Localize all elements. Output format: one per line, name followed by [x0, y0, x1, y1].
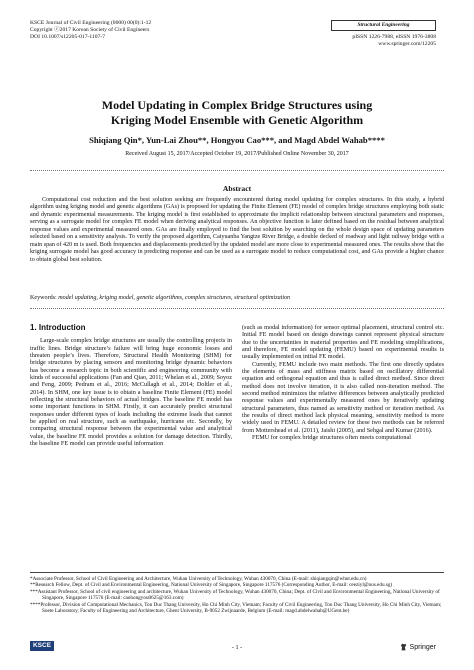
footnote-2: **Research Fellow, Dept. of Civil and Environmental Engineering, National University of Singapore, Singapore 117576 (Corresponding Author, E-mail: ceeziyl@nus.edu.sg) [30, 582, 393, 589]
springer-logo [400, 643, 436, 651]
abstract-text: Computational cost reduction and the best solution seeking are frequently encountered during model updating for complex structures. In this study, a hybrid algorithm using kriging model and genetic algorithms (GAs) is proposed for updating the Finite Element (FE) model of complex bridge structures employing both static and dynamic experimental measurements. The kriging model is first established to approximate the implicit relationship between structural parameters and responses, serving as a surrogate model for complex FE model when deriving analytical responses. An objective function is later defined based on the residual between analytical response values and experimental measured ones. GAs are finally employed to find the best solution by searching on the whole design space of updating parameters selected based on a sensitivity analysis. To verify the proposed algorithm, Caiyuanba Yangtze River Bridge, a double decked of roadway and light railway bridge with a main span of 420 m is used. Both frequencies and displacements predicted by the updated model are more close to experimental measured ones. The results show that the kriging surrogate model has good accuracy in predicting response and can be used as a surrogate model to reduce computational cost, and GAs provide a higher chance to obtain global best solution. [30, 197, 444, 263]
footnote-4: ****Professor, Division of Computational Mechanics, Ton Duc Thang University, Ho Chi Minh City, Vietnam; Faculty of Civil Engineering, Ton Duc Thang University, Ho Chi Minh City, Vietnam; Soete Laboratory, Faculty of Engineering and Architecture, Ghent University, B-9052 Zwijnaarde, Belgium (E-mail: magd.abdelwahab@UGent.be) [30, 601, 442, 615]
doi-line[interactable]: DOI 10.1007/s12205-017-1107-7 [30, 34, 105, 41]
journal-url[interactable]: www.springer.com/12205 [378, 41, 436, 48]
journal-header-right [331, 20, 436, 49]
springer-horse-icon [400, 643, 407, 651]
keywords-label: Keywords: [30, 295, 57, 301]
divider-top [30, 170, 444, 171]
footnotes [30, 576, 444, 614]
intro-paragraph-1-cont: (such as modal information) for sensor optimal placement, structural control etc. Initial FE model based on design drawings cannot represent physical structure due to the uncertainties in material properties and FE modeling simplifications, and therefore, FE model updating (FEMU) based on experimental results is usually implemented on initial FE model. [242, 324, 444, 361]
springer-label: Springer [409, 643, 436, 651]
page-number: - 1 - [231, 644, 243, 651]
journal-header [30, 20, 250, 42]
intro-paragraph-1: Large-scale complex bridge structures are usually the controlling projects in traffic lines. Bridge structure’s failure will bring huge economic losses and threaten people’s lives. Therefore, Structural Health Monitoring (SHM) for bridge structures by placing sensors and monitoring bridge dynamic behaviors has become a research topic in both scientific and engineering community with kinds of successful applications (Fan and Qiao, 2011; Whelan et al., 2009; Soyoz and Feng, 2009; Pedram et al., 2016; McCullagh et al., 2014; Doltler et al., 2014). In SHM, one key issue is to obtain a baseline Finite Element (FE) model reflecting the structural behaviors of actual bridges. The baseline FE model has some important functions in SHM. Firstly, it can accurately predict structural responses under different types of loads including the extreme loads that cannot be applied on real structure, such as earthquake, hurricane etc. Secondly, by comparing structural response between the experimental value and analytical value, the baseline FE model provides a solution for damage detection. Thirdly, the baseline FE model can provide useful information [30, 337, 232, 448]
journal-name: KSCE Journal of Civil Engineering (0000) 00(0):1-12 [30, 20, 152, 26]
received-dates: Received August 15, 2017/Accepted October 19, 2017/Published Online November 30, 2017 [125, 151, 349, 157]
ksce-logo: KSCE [30, 641, 54, 651]
title-line-1: Model Updating in Complex Bridge Structures using [101, 98, 373, 112]
paper-title [40, 98, 434, 128]
author-list: Shiqiang Qin*, Yun-Lai Zhou**, Hongyou Cao***, and Magd Abdel Wahab**** [89, 135, 385, 145]
footnote-1: *Associate Professor, School of Civil Engineering and Architecture, Wuhan University of Technology, Wuhan 430070, China (E-mail: shiqiangqin@whut.edu.cn) [30, 576, 367, 582]
footnote-rule [30, 572, 444, 573]
intro-paragraph-2: Currently, FEMU include two main methods. The first one directly updates the elements of mass and stiffness matrix based on oscillatory differential equation and orthogonal equation and thus is called direct method. Since direct method does not involve iteration, it is also called non-iteration method. The second method minimizes the relative differences between analytically predicted response values and experimentally measured ones by iteratively updating structural parameters, thus named as sensitivity method or iteration method. As the results of direct method lack physical meaning, sensitivity method is more widely used in FEMU. A detailed review for these two methods can be referred from Mottershead et al. (2011), Jaishi (2005), and Sehgal and Kumar (2016). [242, 360, 444, 434]
section-heading-introduction: 1. Introduction [30, 323, 86, 332]
title-line-2: Kriging Model Ensemble with Genetic Algorithm [110, 113, 364, 127]
left-column [30, 324, 232, 448]
keywords [30, 295, 444, 302]
section-tag: Structural Engineering [331, 20, 436, 31]
keywords-list: model updating, kriging model, genetic algorithms, complex structures, structural optimization [58, 295, 291, 301]
intro-paragraph-3: FEMU for complex bridge structures often meets computational [252, 434, 411, 442]
right-column [242, 324, 444, 442]
copyright-line: Copyright ⓒ2017 Korean Society of Civil Engineers [30, 27, 150, 34]
issn-line: pISSN 1226-7988, eISSN 1976-3808 [352, 34, 436, 41]
footnote-3: ***Assistant Professor, School of civil engineering and architecture, Wuhan University of Technology, Wuhan 430070, China; Dept. of Civil and Environmental Engineering, National University of Singapore, Singapore 117576 (E-mail: caohongyou0625@163.com) [30, 588, 440, 602]
divider-bottom [30, 308, 444, 309]
abstract-heading: Abstract [222, 184, 252, 193]
